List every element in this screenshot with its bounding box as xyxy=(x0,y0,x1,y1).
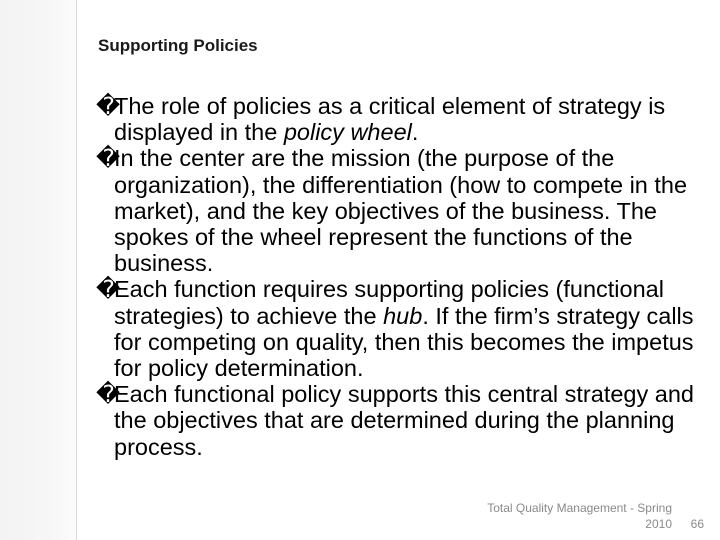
bullet-marker: � xyxy=(96,145,121,172)
page-number: 66 xyxy=(690,517,704,531)
bullet-text: . xyxy=(411,119,419,146)
bullet-text-italic: policy wheel xyxy=(283,119,412,146)
slide-left-band xyxy=(0,0,76,540)
bullet-paragraph xyxy=(96,93,704,146)
slide-left-divider xyxy=(76,0,77,540)
bullet-paragraph xyxy=(96,381,704,460)
bullet-text-italic: hub xyxy=(383,302,423,329)
bullet-text: In the center are the mission (the purpose of the organization), the differentiation (how to compete in the market), and the key objectives of the business. The spokes of the wheel represent the functions of the business. xyxy=(114,145,688,277)
bullet-marker: � xyxy=(96,276,121,303)
bullet-text: The role of policies as a critical element of strategy is displayed in the xyxy=(114,93,666,146)
bullet-paragraph xyxy=(96,276,704,382)
slide-footer: Total Quality Management - Spring 2010 xyxy=(487,501,672,531)
slide-body xyxy=(96,93,704,460)
bullet-paragraph xyxy=(96,145,704,277)
bullet-marker: � xyxy=(96,93,121,119)
bullet-text: Each function requires supporting policies (functional strategies) to achieve the xyxy=(114,276,664,329)
bullet-text: Each functional policy supports this central strategy and the objectives that are determined during the planning process. xyxy=(114,381,694,460)
bullet-text: . If the firm’s strategy calls for competing on quality, then this becomes the impetus for policy determination. xyxy=(114,302,694,382)
slide-title: Supporting Policies xyxy=(98,36,258,55)
bullet-marker: � xyxy=(96,381,121,408)
